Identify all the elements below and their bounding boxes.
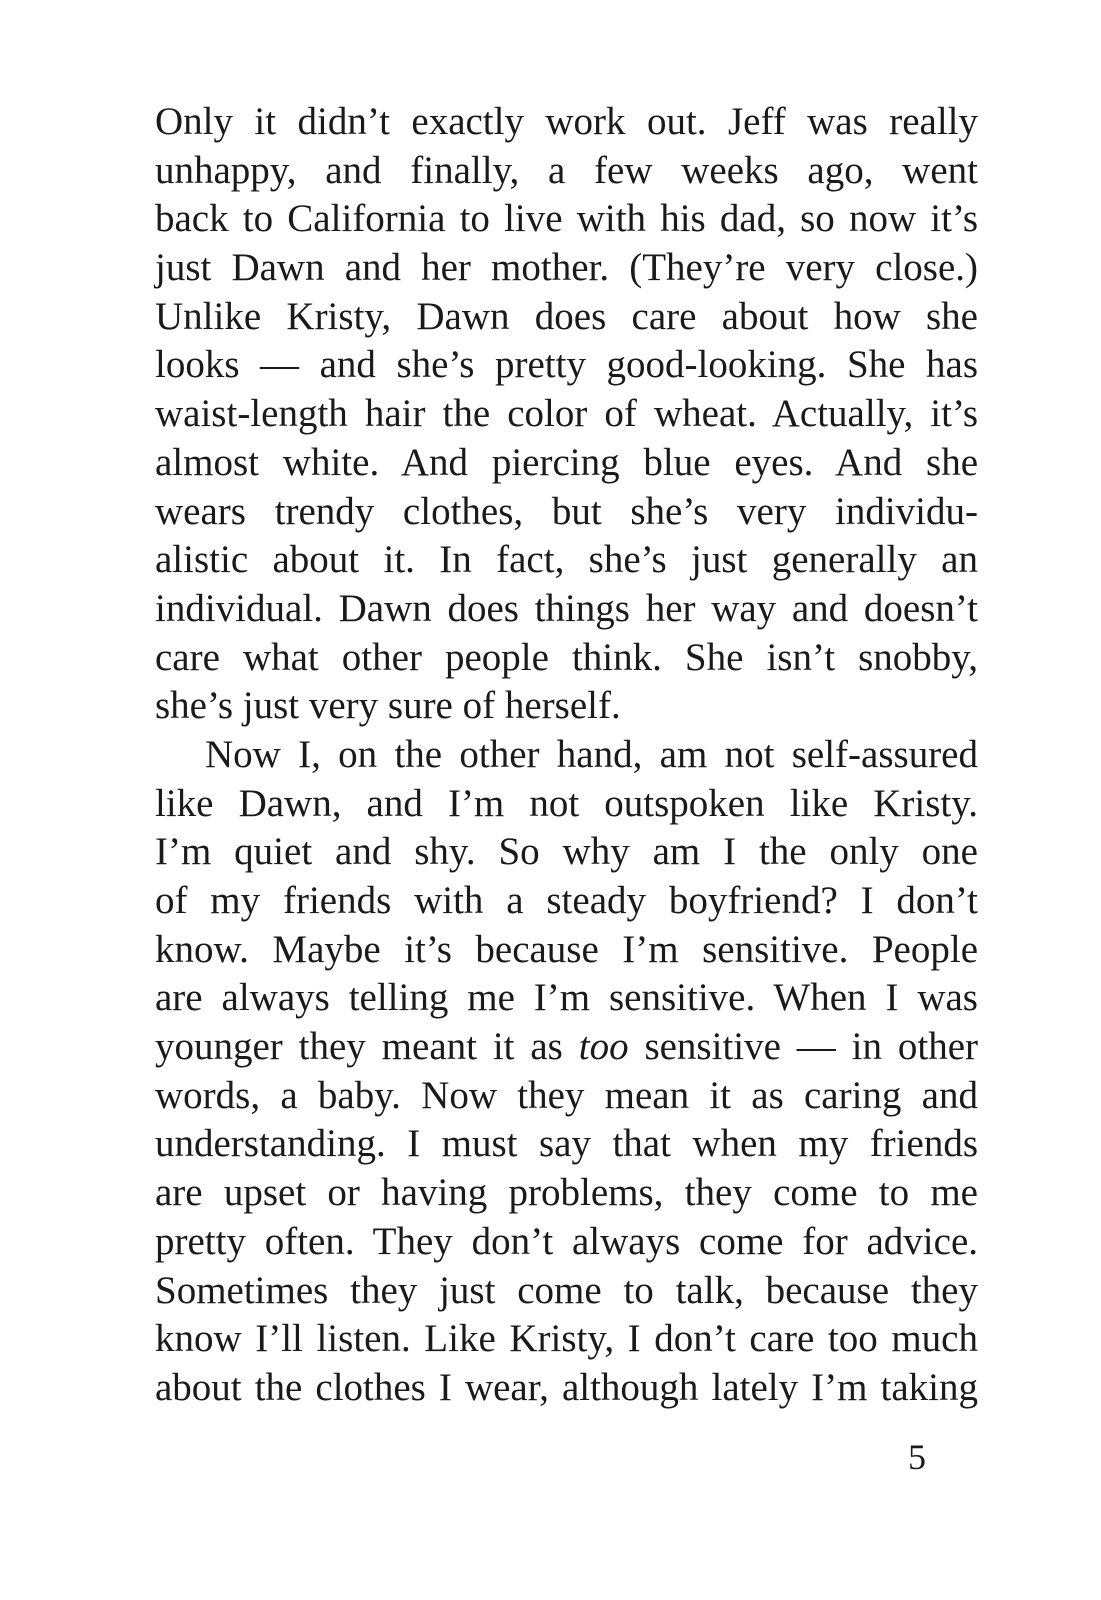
text-line: Unlike Kristy, Dawn does care about how she bbox=[155, 294, 978, 338]
italic-word: too bbox=[578, 1025, 629, 1069]
text-line-with-italic bbox=[155, 1023, 978, 1072]
text-line: wears trendy clothes, but she’s very individu- bbox=[155, 489, 978, 533]
text-line: are upset or having problems, they come to me bbox=[155, 1171, 978, 1215]
line-segment: younger they meant it as bbox=[155, 1025, 579, 1069]
body-text bbox=[155, 98, 978, 1413]
text-line: alistic about it. In fact, she’s just generally an bbox=[155, 538, 978, 582]
text-line: Only it didn’t exactly work out. Jeff was really bbox=[155, 100, 978, 143]
text-line: individual. Dawn does things her way and doesn’t bbox=[155, 586, 978, 630]
text-line: Now I, on the other hand, am not self-assured bbox=[205, 732, 978, 776]
text-line: waist-length hair the color of wheat. Actually, it’s bbox=[155, 392, 978, 436]
text-line: Sometimes they just come to talk, because they bbox=[155, 1268, 978, 1312]
text-line: about the clothes I wear, although lately I’m taking bbox=[155, 1365, 978, 1409]
text-line: are always telling me I’m sensitive. When I was bbox=[155, 976, 978, 1020]
text-line: looks — and she’s pretty good-looking. She has bbox=[155, 343, 978, 387]
text-line: she’s just very sure of herself. bbox=[155, 684, 621, 728]
line-segment: sensitive — in other bbox=[628, 1025, 978, 1069]
text-line: words, a baby. Now they mean it as caring and bbox=[155, 1073, 978, 1117]
text-line: care what other people think. She isn’t snobby, bbox=[155, 635, 978, 679]
text-line: pretty often. They don’t always come for advice. bbox=[155, 1219, 978, 1263]
page-number: 5 bbox=[908, 1437, 926, 1477]
text-line: understanding. I must say that when my friends bbox=[155, 1122, 978, 1166]
text-line: like Dawn, and I’m not outspoken like Kristy. bbox=[155, 781, 978, 825]
text-line: know. Maybe it’s because I’m sensitive. People bbox=[155, 927, 978, 971]
text-line: unhappy, and finally, a few weeks ago, went bbox=[155, 148, 978, 192]
text-line: back to California to live with his dad, so now it’s bbox=[155, 197, 978, 241]
text-line: know I’ll listen. Like Kristy, I don’t care too much bbox=[155, 1317, 978, 1361]
text-line: just Dawn and her mother. (They’re very close.) bbox=[155, 246, 978, 290]
text-line: of my friends with a steady boyfriend? I don’t bbox=[155, 879, 978, 922]
text-line: almost white. And piercing blue eyes. And she bbox=[155, 440, 978, 484]
text-line: I’m quiet and shy. So why am I the only one bbox=[155, 830, 978, 874]
